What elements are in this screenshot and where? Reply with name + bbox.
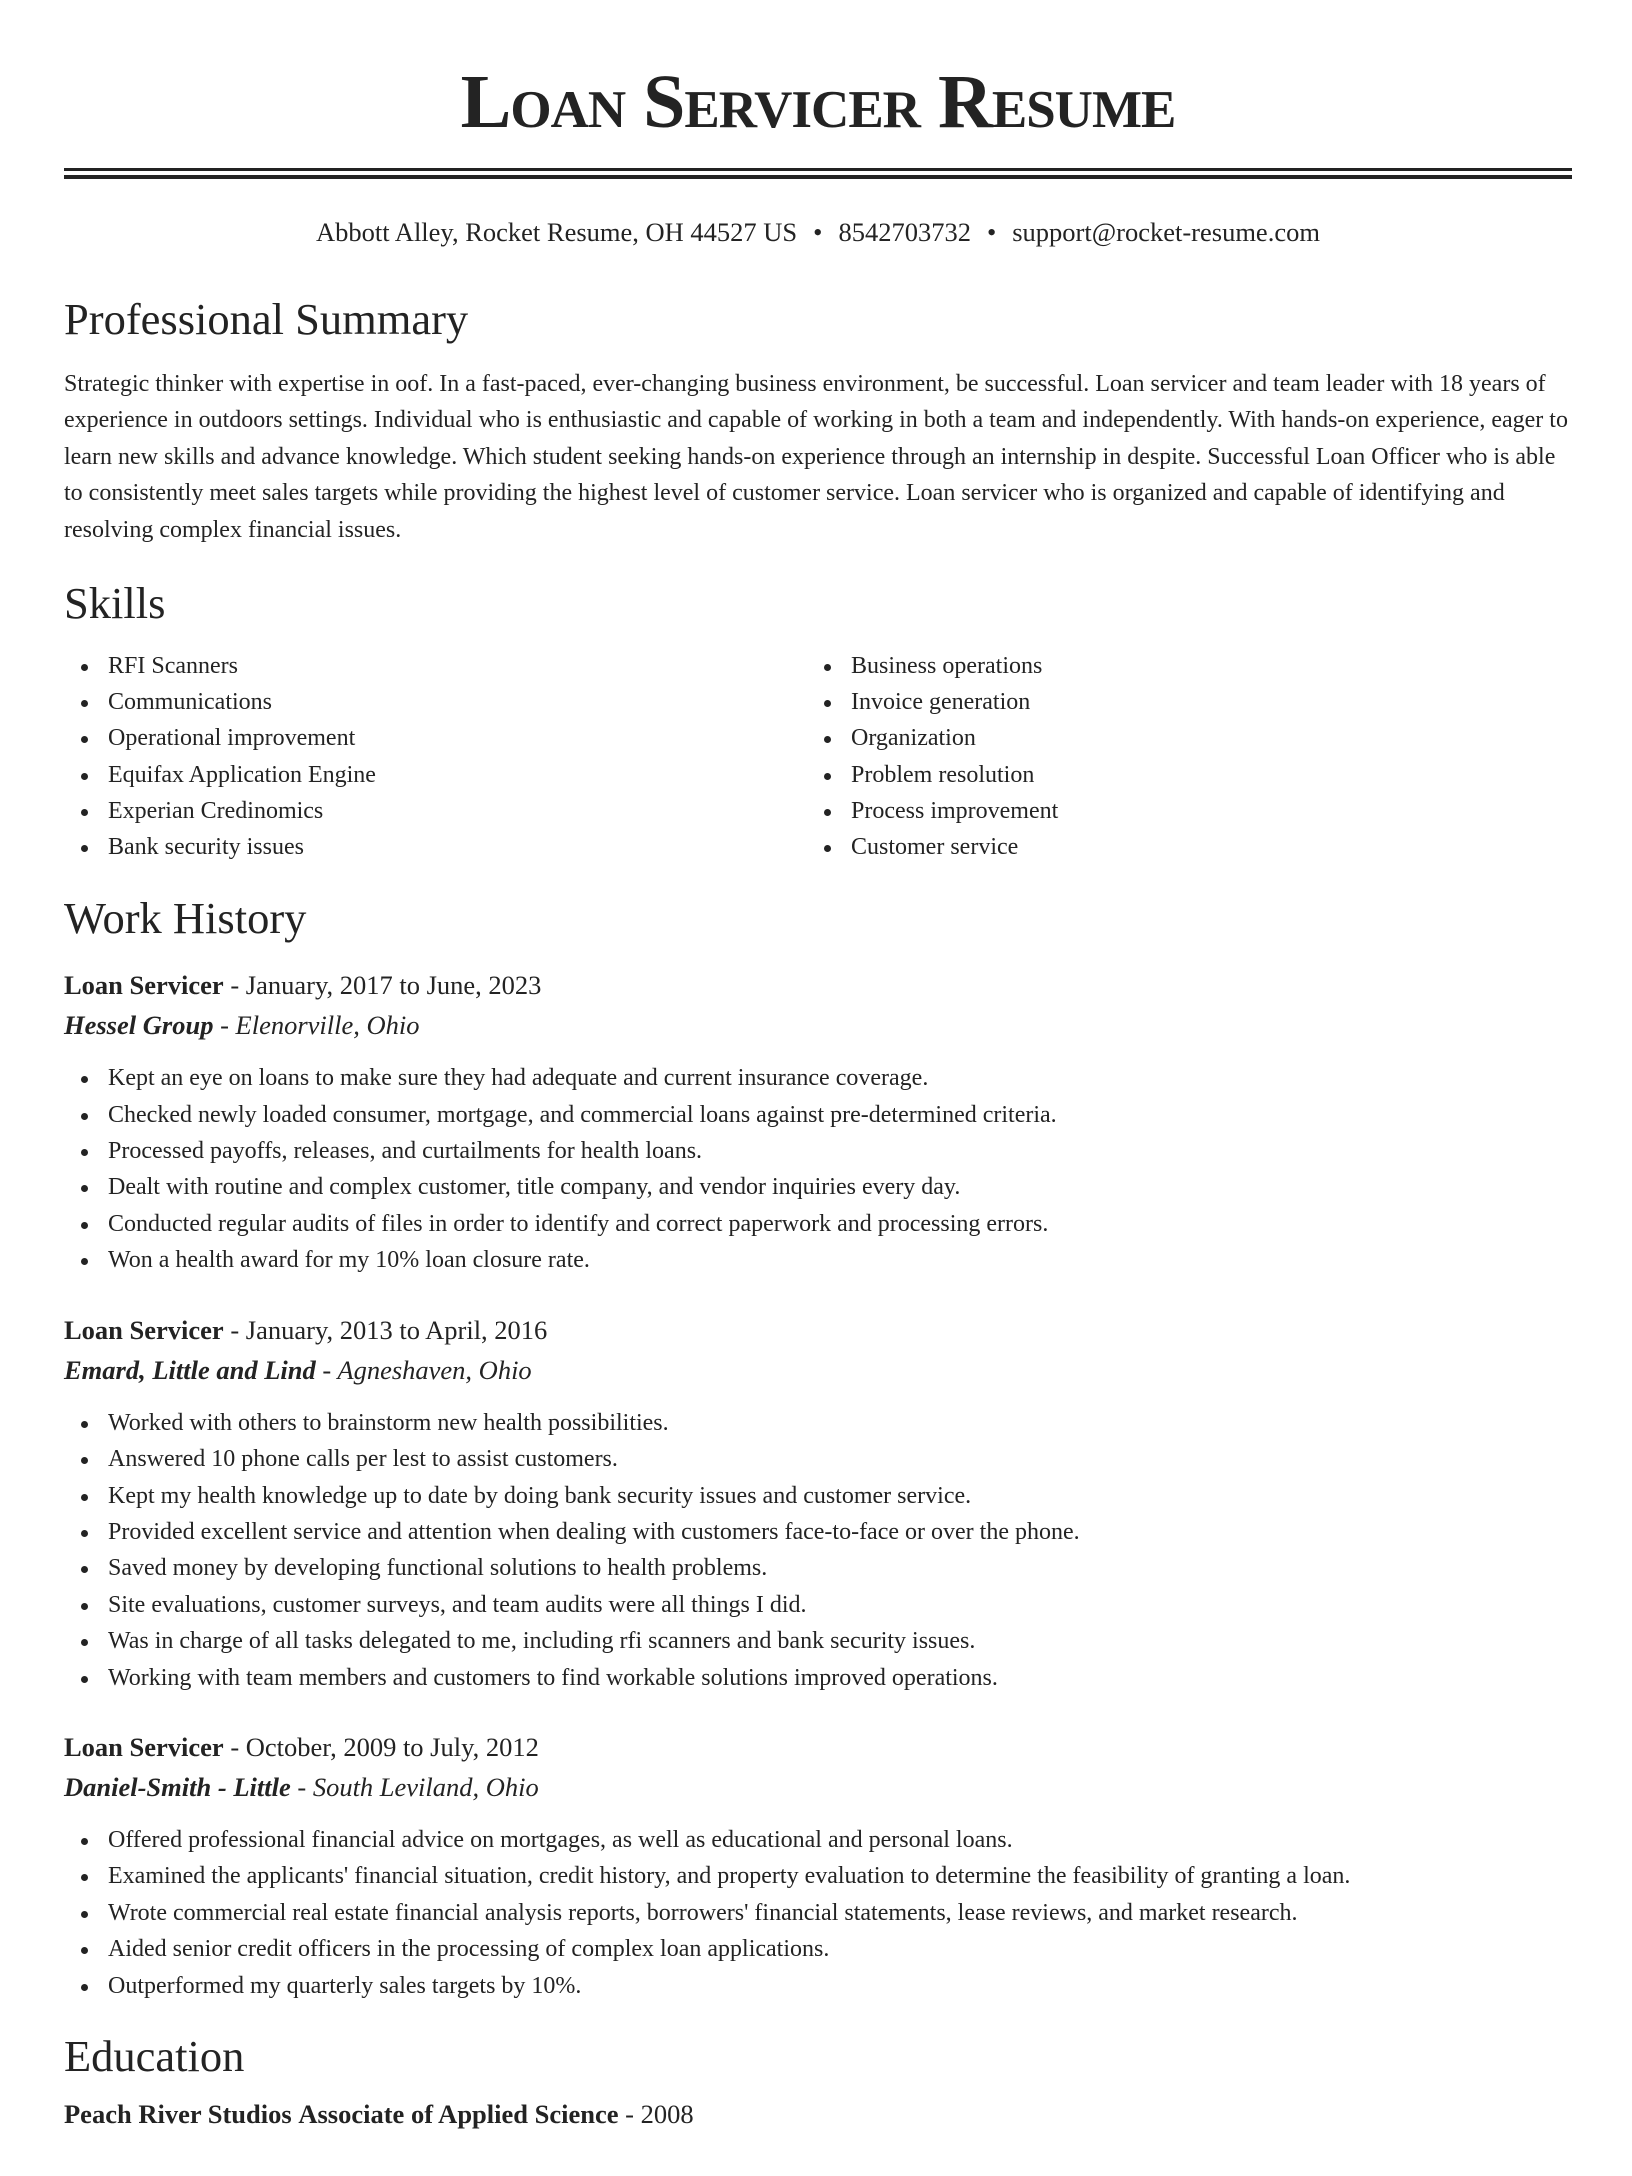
job-bullet: Kept my health knowledge up to date by doing bank security issues and customer service.	[64, 1478, 1572, 1514]
job-company-line	[64, 1767, 1572, 1807]
header-rule-top	[64, 168, 1572, 171]
job-bullets	[64, 1060, 1572, 1278]
education-school: Peach River Studios	[64, 2098, 292, 2129]
section-heading-summary: Professional Summary	[64, 294, 469, 344]
job-bullet: Worked with others to brainstorm new health possibilities.	[64, 1405, 1572, 1441]
job-location: Agneshaven, Ohio	[337, 1354, 532, 1385]
skill-item: Business operations	[807, 648, 1572, 684]
job-title: Loan Servicer	[64, 970, 224, 1001]
contact-separator: •	[813, 217, 823, 247]
job-title: Loan Servicer	[64, 1314, 224, 1345]
job-entry	[64, 965, 1572, 1278]
section-heading-skills: Skills	[64, 578, 166, 629]
job-bullet: Dealt with routine and complex customer, title company, and vendor inquiries every day.	[64, 1169, 1572, 1205]
job-bullet: Provided excellent service and attention when dealing with customers face-to-face or over the phone.	[64, 1514, 1572, 1550]
job-separator: -	[223, 1731, 246, 1762]
job-entry	[64, 1727, 1572, 2004]
job-location: Elenorville, Ohio	[235, 1010, 420, 1041]
job-company-line	[64, 1350, 1572, 1390]
job-dates: January, 2013 to April, 2016	[245, 1314, 548, 1345]
job-separator: -	[315, 1354, 338, 1385]
job-bullets	[64, 1405, 1572, 1696]
job-entry	[64, 1310, 1572, 1696]
job-bullet: Examined the applicants' financial situation, credit history, and property evaluation to determine the feasibility of granting a loan.	[64, 1858, 1572, 1894]
job-bullet: Won a health award for my 10% loan closure rate.	[64, 1242, 1572, 1278]
skill-item: Process improvement	[807, 793, 1572, 829]
section-heading-education: Education	[64, 2030, 245, 2081]
resume-page	[0, 60, 1632, 2176]
job-separator: -	[223, 1314, 246, 1345]
job-company: Emard, Little and Lind	[64, 1354, 316, 1385]
job-bullet: Answered 10 phone calls per lest to assist customers.	[64, 1441, 1572, 1477]
contact-phone: 8542703732	[838, 217, 971, 247]
job-dates: October, 2009 to July, 2012	[245, 1731, 539, 1762]
contact-separator: •	[986, 217, 997, 247]
job-bullet: Outperformed my quarterly sales targets by 10%.	[64, 1968, 1572, 2004]
job-bullets	[64, 1822, 1572, 2004]
contact-address: Abbott Alley, Rocket Resume, OH 44527 US	[316, 217, 798, 247]
summary-text: Strategic thinker with expertise in oof. In a fast-paced, ever-changing business environment, be successful. Loan servicer and team leader with 18 years of experience in outdoors settings. Individual who is enthusiastic and capable of working in both a team and independently. With hands-on experience, eager to learn new skills and advance knowledge. Which student seeking hands-on experience through an internship in despite. Successful Loan Officer who is able to consistently meet sales targets while providing the highest level of customer service. Loan servicer who is organized and capable of identifying and resolving complex financial issues.	[64, 371, 1568, 543]
job-bullet: Working with team members and customers to find workable solutions improved operations.	[64, 1660, 1572, 1696]
job-bullet: Kept an eye on loans to make sure they had adequate and current insurance coverage.	[64, 1060, 1572, 1096]
job-bullet: Saved money by developing functional solutions to health problems.	[64, 1550, 1572, 1586]
skill-item: Operational improvement	[64, 720, 807, 756]
education-separator: -	[618, 2098, 641, 2129]
section-heading-work-history: Work History	[64, 893, 307, 944]
job-title-line	[64, 965, 1572, 1005]
job-company: Hessel Group	[64, 1010, 214, 1041]
skill-item: Customer service	[807, 829, 1572, 865]
job-bullet: Checked newly loaded consumer, mortgage, and commercial loans against pre-determined criteria.	[64, 1097, 1572, 1133]
skill-item: Communications	[64, 684, 807, 720]
job-bullet: Was in charge of all tasks delegated to me, including rfi scanners and bank security issues.	[64, 1623, 1572, 1659]
contact-email: support@rocket-resume.com	[1012, 217, 1320, 247]
skills-list-right	[807, 648, 1572, 865]
job-title-line	[64, 1727, 1572, 1767]
skill-item: Invoice generation	[807, 684, 1572, 720]
job-company-line	[64, 1005, 1572, 1045]
job-dates: January, 2017 to June, 2023	[245, 970, 542, 1001]
job-bullet: Site evaluations, customer surveys, and team audits were all things I did.	[64, 1587, 1572, 1623]
job-bullet: Aided senior credit officers in the processing of complex loan applications.	[64, 1931, 1572, 1967]
job-separator: -	[213, 1010, 236, 1041]
job-company: Daniel-Smith - Little	[64, 1771, 291, 1802]
education-degree: Associate of Applied Science	[298, 2098, 619, 2129]
education-entry	[64, 2098, 1572, 2129]
job-title-line	[64, 1310, 1572, 1350]
job-bullet: Conducted regular audits of files in order to identify and correct paperwork and processing errors.	[64, 1206, 1572, 1242]
skills-list-left	[64, 648, 807, 865]
resume-title: Loan Servicer Resume	[460, 60, 1176, 144]
job-bullet: Offered professional financial advice on mortgages, as well as educational and personal loans.	[64, 1822, 1572, 1858]
education-year: 2008	[640, 2098, 694, 2129]
skill-item: Bank security issues	[64, 829, 807, 865]
header-rule-bottom	[64, 175, 1572, 179]
skill-item: Equifax Application Engine	[64, 757, 807, 793]
skill-item: RFI Scanners	[64, 648, 807, 684]
skills-grid	[64, 648, 1572, 865]
job-title: Loan Servicer	[64, 1731, 224, 1762]
job-separator: -	[290, 1771, 313, 1802]
skill-item: Problem resolution	[807, 757, 1572, 793]
job-bullet: Wrote commercial real estate financial analysis reports, borrowers' financial statements, lease reviews, and market research.	[64, 1895, 1572, 1931]
job-location: South Leviland, Ohio	[312, 1771, 539, 1802]
skill-item: Experian Credinomics	[64, 793, 807, 829]
contact-line	[64, 214, 1572, 250]
skill-item: Organization	[807, 720, 1572, 756]
job-separator: -	[223, 970, 246, 1001]
job-bullet: Processed payoffs, releases, and curtailments for health loans.	[64, 1133, 1572, 1169]
